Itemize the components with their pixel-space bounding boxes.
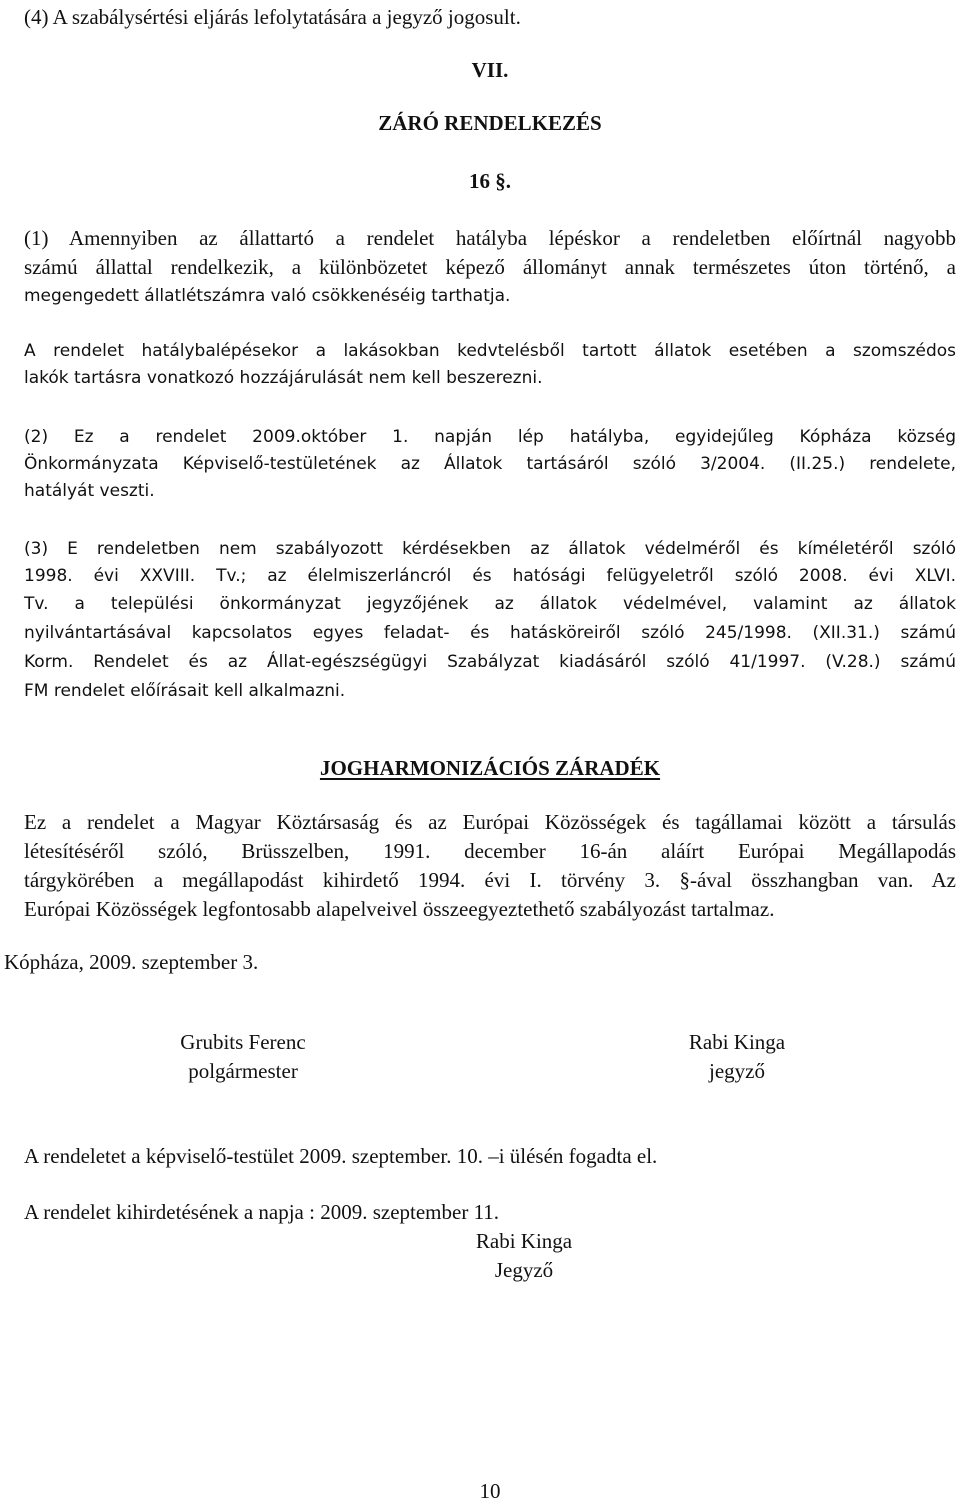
- paragraph-3-line: 1998. évi XXVIII. Tv.; az élelmiszerláncról és hatósági felügyeletről szóló 2008. évi XLVI.: [24, 566, 956, 586]
- paragraph-1b-line: A rendelet hatálybalépésekor a lakásokban kedvtelésből tartott állatok esetében a szomszédos: [24, 341, 956, 361]
- promulgation-name: Rabi Kinga: [475, 1229, 573, 1253]
- harmonization-line: Ez a rendelet a Magyar Köztársaság és az Európai Közösségek és tagállamai között a társulás: [24, 810, 956, 834]
- adoption-note: A rendeletet a képviselő-testület 2009. szeptember. 10. –i ülésén fogadta el.: [24, 1144, 658, 1168]
- chapter-number: VII.: [471, 58, 509, 82]
- paragraph-3-line: (3) E rendeletben nem szabályozott kérdésekben az állatok védelméről és kíméletéről szóló: [24, 539, 956, 559]
- signature-right-name: Rabi Kinga: [688, 1030, 786, 1054]
- promulgation-line: A rendelet kihirdetésének a napja : 2009. szeptember 11.: [24, 1200, 500, 1224]
- promulgation-role: Jegyző: [494, 1258, 554, 1282]
- paragraph-1-line: megengedett állatlétszámra való csökkenéséig tarthatja.: [24, 286, 511, 306]
- paragraph-2-line: hatályát veszti.: [24, 481, 155, 501]
- paragraph-1b-line: lakók tartásra vonatkozó hozzájárulását nem kell beszerezni.: [24, 368, 543, 388]
- harmonization-line: létesítéséről szóló, Brüsszelben, 1991. december 16-án aláírt Európai Megállapodás: [24, 839, 956, 863]
- paragraph-2-line: (2) Ez a rendelet 2009.október 1. napján lép hatályba, egyidejűleg Kópháza község: [24, 427, 956, 447]
- harmonization-line: tárgykörében a megállapodást kihirdető 1994. évi I. törvény 3. §-ával összhangban van. Az: [24, 868, 956, 892]
- signature-right-role: jegyző: [709, 1059, 765, 1083]
- paragraph-3-line: Tv. a települési önkormányzat jegyzőjének az állatok védelmével, valamint az állatok: [24, 594, 956, 614]
- section-number: 16 §.: [469, 169, 511, 193]
- paragraph-3-line: Korm. Rendelet és az Állat-egészségügyi Szabályzat kiadásáról szóló 41/1997. (V.28.) számú: [24, 652, 956, 672]
- place-date: Kópháza, 2009. szeptember 3.: [4, 950, 259, 974]
- harmonization-line: Európai Közösségek legfontosabb alapelveivel összeegyeztethető szabályozást tartalmaz.: [24, 897, 775, 921]
- signature-left-name: Grubits Ferenc: [180, 1030, 306, 1054]
- paragraph-2-line: Önkormányzata Képviselő-testületének az Állatok tartásáról szóló 3/2004. (II.25.) rendelete,: [24, 454, 956, 474]
- paragraph-3-line: nyilvántartásával kapcsolatos egyes feladat- és hatásköreiről szóló 245/1998. (XII.31.) számú: [24, 623, 956, 643]
- paragraph-1-line: (1) Amennyiben az állattartó a rendelet hatályba lépéskor a rendeletben előírtnál nagyobb: [24, 226, 956, 250]
- paragraph-1-line: számú állattal rendelkezik, a különbözetet képező állományt annak természetes úton történő, a: [24, 255, 956, 279]
- chapter-title: ZÁRÓ RENDELKEZÉS: [378, 111, 602, 135]
- page-number: 10: [479, 1479, 501, 1503]
- signature-left-role: polgármester: [188, 1059, 298, 1083]
- paragraph-3-line: FM rendelet előírásait kell alkalmazni.: [24, 681, 346, 701]
- paragraph-4-text: (4) A szabálysértési eljárás lefolytatására a jegyző jogosult.: [24, 5, 521, 29]
- harmonization-title: JOGHARMONIZÁCIÓS ZÁRADÉK: [319, 756, 661, 780]
